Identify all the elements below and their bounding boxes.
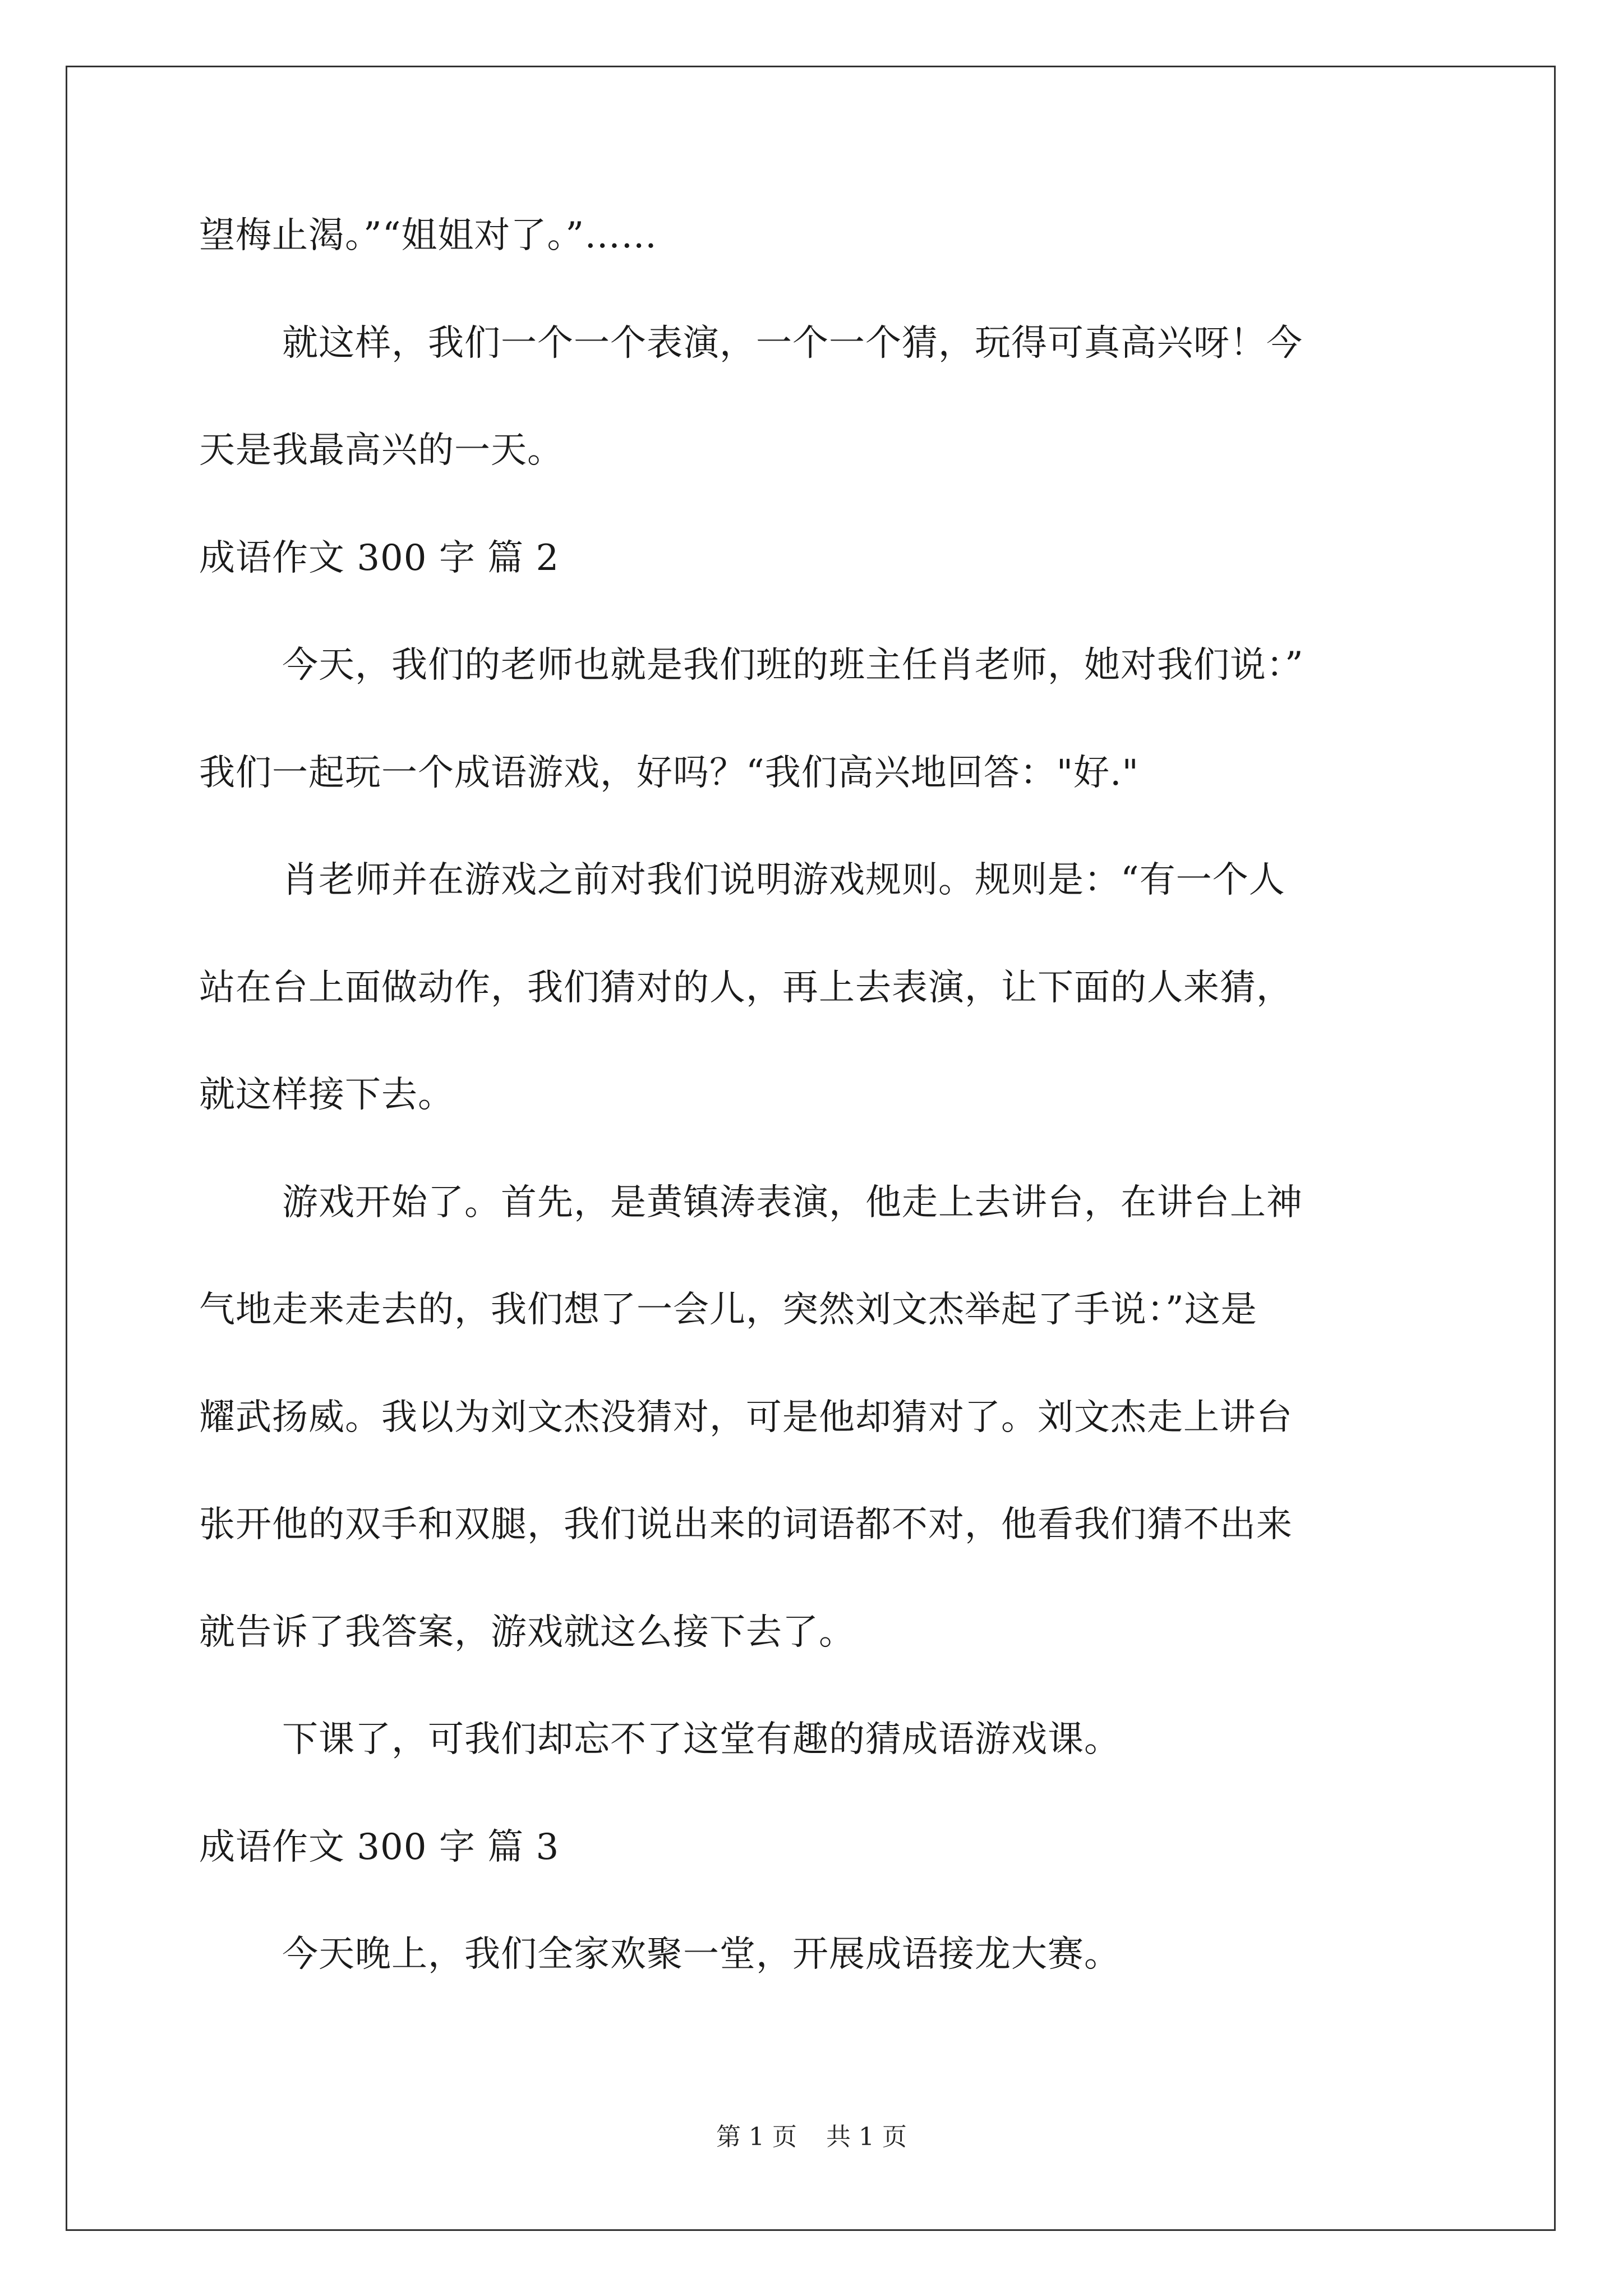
paragraph-line: 张开他的双手和双腿，我们说出来的词语都不对，他看我们猜不出来: [199, 1504, 1293, 1545]
paragraph-line: 肖老师并在游戏之前对我们说明游戏规则。规则是：“有一个人: [282, 859, 1285, 901]
paragraph-line: 气地走来走去的，我们想了一会儿，突然刘文杰举起了手说：”这是: [199, 1289, 1257, 1331]
section-heading: 成语作文 300 字 篇 2: [199, 537, 560, 579]
page-total: 共 1 页: [826, 2123, 907, 2151]
paragraph-line: 天是我最高兴的一天。: [199, 430, 564, 471]
paragraph-line: 望梅止渴。”“姐姐对了。”……: [199, 215, 658, 256]
page-number: 第 1 页: [716, 2123, 797, 2151]
paragraph-line: 就告诉了我答案，游戏就这么接下去了。: [199, 1612, 855, 1653]
paragraph-line: 我们一起玩一个成语游戏，好吗？“我们高兴地回答："好.": [199, 752, 1139, 794]
paragraph-line: 游戏开始了。首先，是黄镇涛表演，他走上去讲台，在讲台上神: [282, 1182, 1303, 1223]
page-footer: [0, 2122, 1623, 2153]
paragraph-line: 就这样接下去。: [199, 1074, 454, 1116]
paragraph-line: 今天，我们的老师也就是我们班的班主任肖老师，她对我们说：”: [282, 645, 1304, 686]
paragraph-line: 今天晚上，我们全家欢聚一堂，开展成语接龙大赛。: [282, 1934, 1121, 1975]
page-border: [66, 66, 1556, 2231]
paragraph-line: 就这样，我们一个一个表演，一个一个猜，玩得可真高兴呀！今: [282, 323, 1303, 364]
paragraph-line: 耀武扬威。我以为刘文杰没猜对，可是他却猜对了。刘文杰走上讲台: [199, 1397, 1293, 1438]
paragraph-line: 下课了，可我们却忘不了这堂有趣的猜成语游戏课。: [282, 1719, 1121, 1760]
section-heading: 成语作文 300 字 篇 3: [199, 1826, 560, 1868]
paragraph-line: 站在台上面做动作，我们猜对的人，再上去表演，让下面的人来猜，: [199, 967, 1293, 1009]
